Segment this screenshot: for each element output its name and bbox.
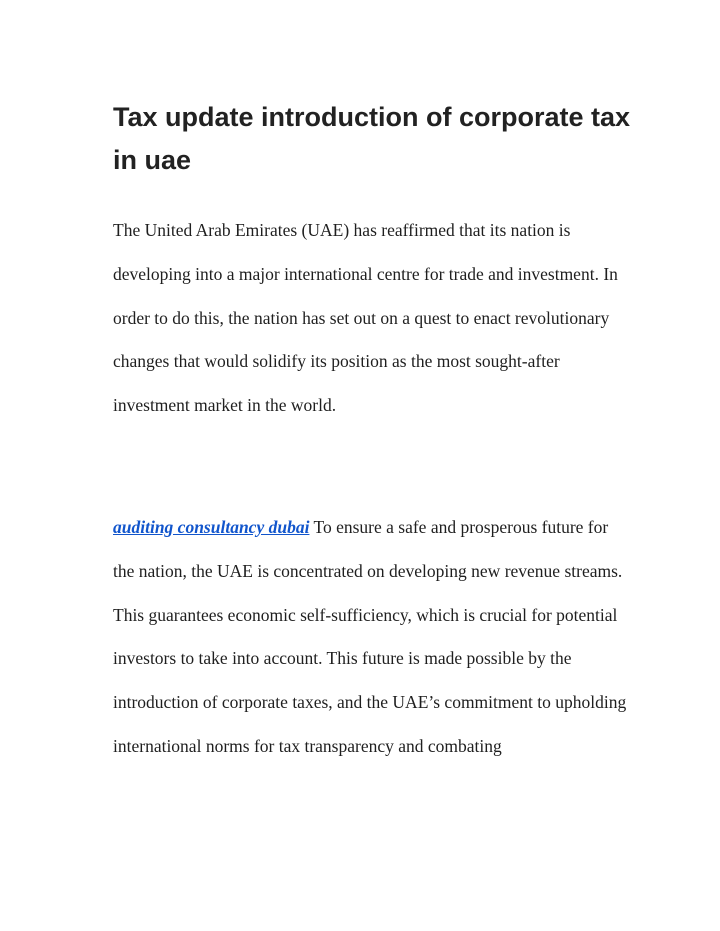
paragraph-consultancy-text: To ensure a safe and prosperous future for the nation, the UAE is concentrated on developing new revenue streams. This guarantees economic self-sufficiency, which is crucial for potential investors to take into account. This future is made possible by the introduction of corporate taxes, and the UAE’s commitment to upholding international norms for tax transparency and combating — [113, 517, 627, 756]
document-title: Tax update introduction of corporate tax in uae — [113, 102, 631, 175]
paragraph-intro: The United Arab Emirates (UAE) has reaffirmed that its nation is developing into a major international centre for trade and investment. In order to do this, the nation has set out on a quest to enact revolutionary changes that would solidify its position as the most sought-after investment market in the world. — [113, 220, 618, 416]
paragraph-consultancy — [113, 506, 633, 769]
auditing-consultancy-link[interactable]: auditing consultancy dubai — [113, 517, 310, 537]
